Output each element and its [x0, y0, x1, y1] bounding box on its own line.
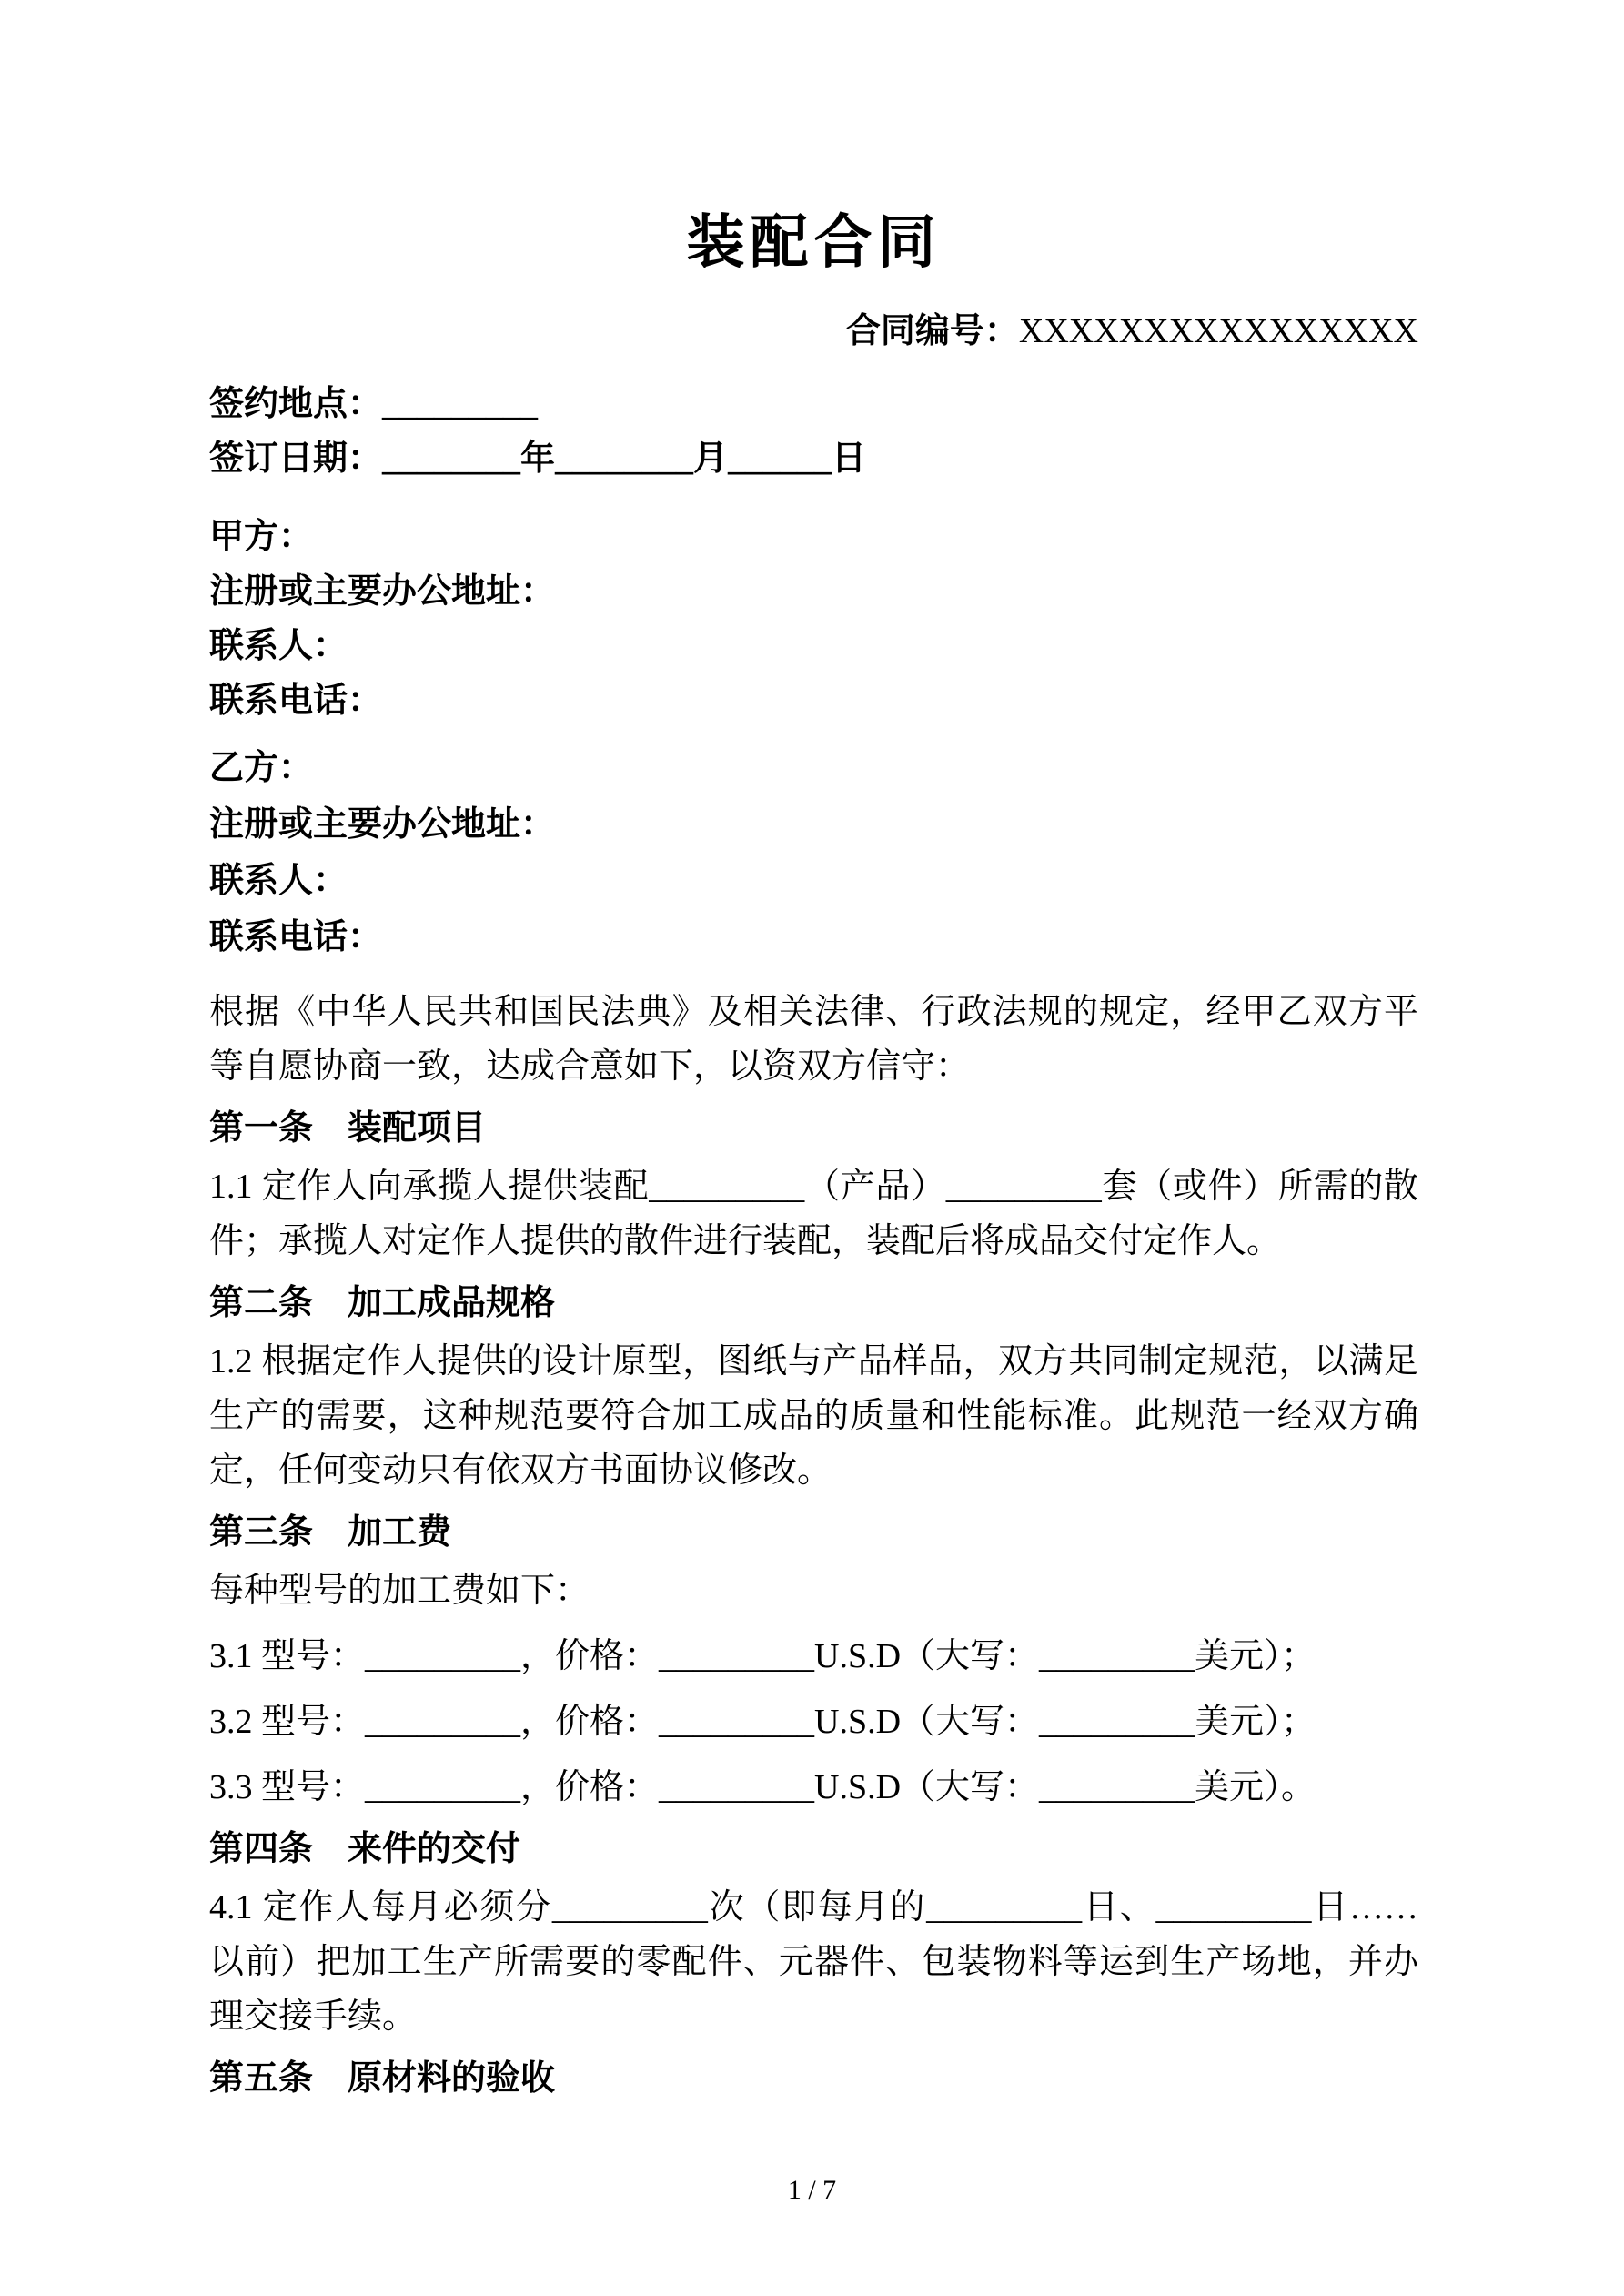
section-1-assembly-project [209, 1101, 1418, 1269]
party-b-phone-label: 联系电话： [209, 918, 383, 956]
section-2-product-spec [209, 1276, 1418, 1498]
section-5-heading: 第五条 原材料的验收 [209, 2059, 556, 2098]
party-a-name-label: 甲方： [209, 518, 314, 556]
section-2-heading: 第二条 加工成品规格 [209, 1284, 556, 1322]
party-a-block [209, 510, 1418, 728]
section-4-paragraph: 4.1 定作人每月必须分_________次（即每月的_________日、_________日……以前）把加工生产所需要的零配件、元器件、包装物料等运到生产场地，并办理交接手续。 [209, 1888, 1418, 2036]
contract-number-label: 合同编号： [845, 312, 1019, 350]
document-title: 装配合同 [686, 210, 942, 275]
contract-number-line [209, 304, 1418, 359]
section-3-price-line-1: 3.1 型号：_________，价格：_________U.S.D（大写：_________美元）； [209, 1637, 1316, 1675]
section-3-price-line-3: 3.3 型号：_________，价格：_________U.S.D（大写：_________美元）。 [209, 1768, 1316, 1806]
section-3-price-line-2: 3.2 型号：_________，价格：_________U.S.D（大写：_________美元）； [209, 1703, 1316, 1741]
section-1-paragraph: 1.1 定作人向承揽人提供装配_________（产品）_________套（或件）所需的散件；承揽人对定作人提供的散件进行装配，装配后将成品交付定作人。 [209, 1168, 1418, 1260]
party-a-address-label: 注册或主要办公地址： [209, 572, 556, 611]
sign-place-line: 签约地点：_________ [209, 385, 539, 423]
section-4-parts-delivery [209, 1822, 1418, 2044]
section-3-intro: 每种型号的加工费如下： [209, 1572, 590, 1610]
preamble-paragraph: 根据《中华人民共和国民法典》及相关法律、行政法规的规定，经甲乙双方平等自愿协商一致，达成合意如下，以资双方信守： [209, 993, 1418, 1086]
section-5-material-acceptance [209, 2051, 1418, 2106]
section-1-heading: 第一条 装配项目 [209, 1109, 487, 1148]
party-b-name-label: 乙方： [209, 749, 314, 787]
party-b-contact-label: 联系人： [209, 862, 348, 900]
section-4-heading: 第四条 来件的交付 [209, 1830, 521, 1868]
section-3-heading: 第三条 加工费 [209, 1513, 452, 1552]
page-number: 1 / 7 [787, 2175, 837, 2205]
contract-number-value: XXXXXXXXXXXXXXXX [1018, 312, 1418, 350]
section-2-paragraph: 1.2 根据定作人提供的设计原型，图纸与产品样品，双方共同制定规范，以满足生产的需要，这种规范要符合加工成品的质量和性能标准。此规范一经双方确定，任何变动只有依双方书面协议修改。 [209, 1342, 1418, 1490]
sign-date-line: 签订日期：________年________月______日 [209, 440, 867, 478]
party-b-block [209, 741, 1418, 965]
party-b-address-label: 注册或主要办公地址： [209, 805, 556, 844]
party-a-contact-label: 联系人： [209, 627, 348, 665]
party-a-phone-label: 联系电话： [209, 682, 383, 720]
section-3-processing-fee [209, 1505, 1418, 1815]
